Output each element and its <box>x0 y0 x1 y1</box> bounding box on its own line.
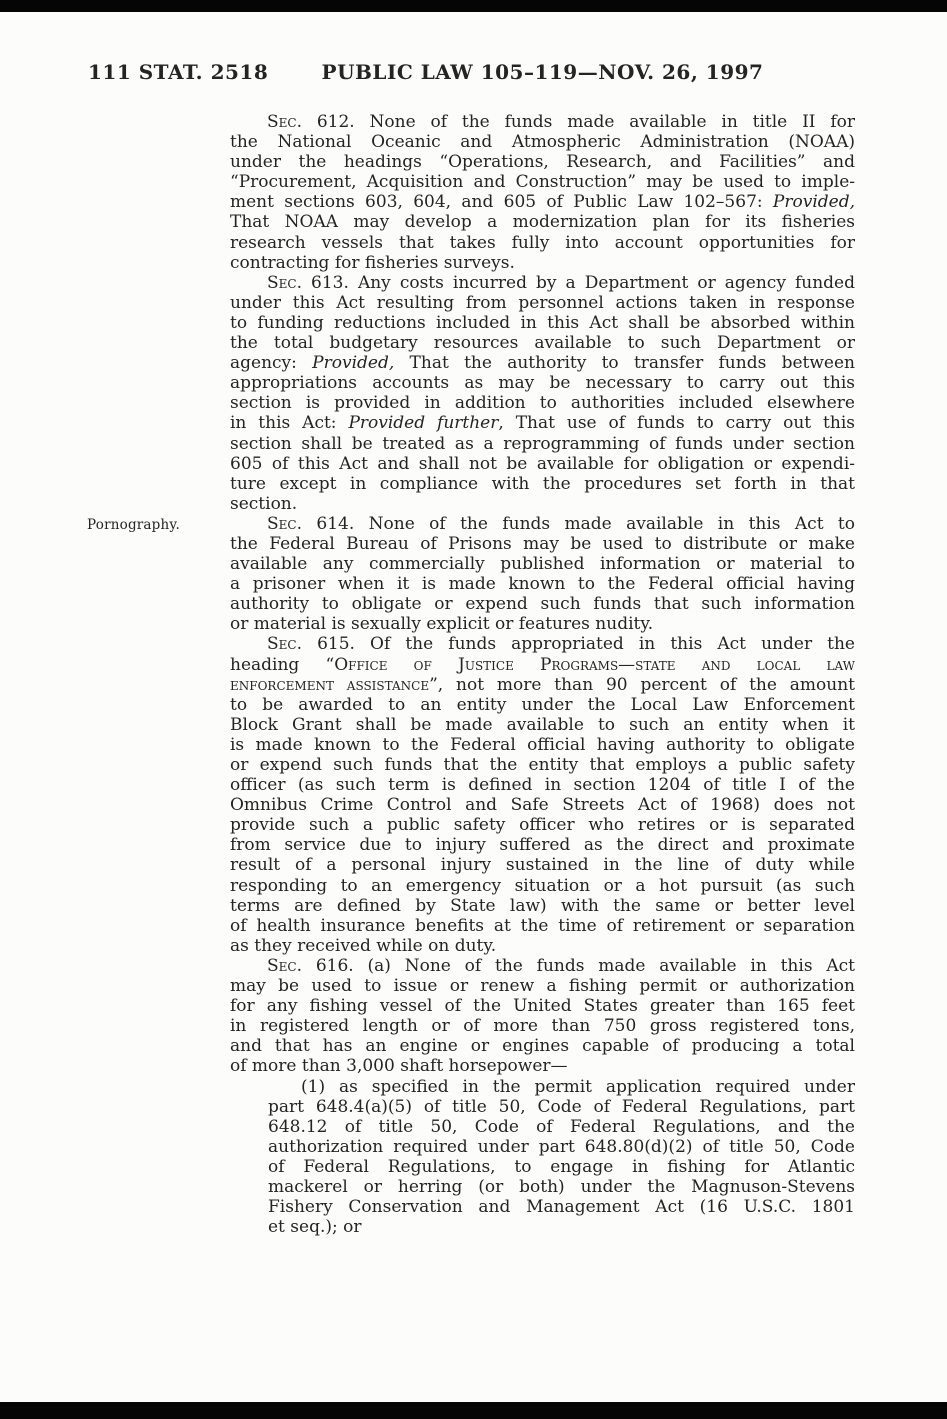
sec-613-text: under this Act resulting from personnel actions taken in response <box>230 292 855 313</box>
sec-613-text: agency: <box>230 353 313 374</box>
law-running-head: PUBLIC LAW 105–119—NOV. 26, 1997 <box>321 60 764 84</box>
sec-613-text: section is provided in addition to authorities included elsewhere <box>230 393 855 414</box>
sec-616-clause-1-line-5 <box>268 1157 855 1177</box>
sec-616-clause-1-line-3 <box>268 1117 855 1137</box>
sec-612-text-sc: Sec. <box>267 112 302 132</box>
sec-616-clause-1-line-7 <box>268 1197 855 1217</box>
sec-615-text: provide such a public safety officer who retires or is separated <box>230 815 855 836</box>
sec-615-text: heading “ <box>230 654 335 675</box>
sec-612-text: ment sections 603, 604, and 605 of Public Law 102–567: <box>230 192 773 213</box>
sec-615-line-13 <box>230 876 855 896</box>
sec-616-line-4 <box>230 1016 855 1036</box>
sec-615-text: Omnibus Crime Control and Safe Streets Act of 1968) does not <box>230 795 855 816</box>
sec-615-line-5 <box>230 715 855 735</box>
sec-616-text: 616. (a) None of the funds made available in this Act <box>302 955 855 976</box>
sec-613-line-2 <box>230 293 855 313</box>
sec-616-line-6 <box>230 1056 855 1076</box>
text-column <box>230 112 855 1237</box>
sec-615-line-16 <box>230 936 855 956</box>
sec-615-text: from service due to injury suffered as the direct and proximate <box>230 835 855 856</box>
sec-616-clause-1-text: 648.12 of title 50, Code of Federal Regulations, and the <box>268 1116 855 1137</box>
sec-612-text: under the headings “Operations, Research, and Facilities” and <box>230 152 855 173</box>
sec-612-line-2 <box>230 132 855 152</box>
sec-613-line-10 <box>230 454 855 474</box>
sec-614-text: authority to obligate or expend such funds that such information <box>230 594 855 615</box>
sec-615-line-14 <box>230 896 855 916</box>
sec-613-line-5 <box>230 353 855 373</box>
sec-614-text: available any commercially published information or material to <box>230 554 855 575</box>
sec-613-text: That the authority to transfer funds between <box>394 353 855 374</box>
sec-613-text: the total budgetary resources available to such Department or <box>230 333 855 354</box>
sec-613-text: appropriations accounts as may be necessary to carry out this <box>230 373 855 394</box>
sec-616-clause-1-line-4 <box>268 1137 855 1157</box>
sec-615-text: officer (as such term is defined in section 1204 of title I of the <box>230 775 855 796</box>
sec-613-line-11 <box>230 474 855 494</box>
sec-616-line-3 <box>230 996 855 1016</box>
sec-613-line-4 <box>230 333 855 353</box>
sec-616-text: in registered length or of more than 750 gross registered tons, <box>230 1016 855 1037</box>
sec-615-line-6 <box>230 735 855 755</box>
margin-note-pornography: Pornography. <box>87 517 180 533</box>
sec-615-line-2 <box>230 655 855 675</box>
sec-615-line-9 <box>230 795 855 815</box>
sec-612-line-7 <box>230 233 855 253</box>
sec-613-text: ture except in compliance with the procedures set forth in that <box>230 473 855 494</box>
sec-614-line-6 <box>230 614 855 634</box>
sec-612-line-4 <box>230 172 855 192</box>
sec-613-line-3 <box>230 313 855 333</box>
sec-616-clause-1-text: of Federal Regulations, to engage in fishing for Atlantic <box>268 1156 855 1177</box>
sec-616-line-2 <box>230 976 855 996</box>
sec-613-line-1 <box>230 273 855 293</box>
sec-614-line-3 <box>230 554 855 574</box>
sec-615-line-7 <box>230 755 855 775</box>
sec-612-line-1 <box>230 112 855 132</box>
sec-615-line-11 <box>230 835 855 855</box>
sec-614-line-1 <box>230 514 855 534</box>
sec-615-line-1 <box>230 634 855 654</box>
sec-616-clause-1-text: mackerel or herring (or both) under the Magnuson-Stevens <box>268 1176 855 1197</box>
sec-616-clause-1-text: Fishery Conservation and Management Act (16 U.S.C. 1801 <box>268 1197 855 1218</box>
sec-612-text: research vessels that takes fully into account opportunities for <box>230 232 855 253</box>
sec-616-line-5 <box>230 1036 855 1056</box>
sec-614-text: the Federal Bureau of Prisons may be used to distribute or make <box>230 533 855 554</box>
sec-615-line-3 <box>230 675 855 695</box>
sec-615-text: is made known to the Federal official having authority to obligate <box>230 734 855 755</box>
sec-615-text-sc: Office of Justice Programs—state and local law <box>334 654 855 675</box>
sec-616-clause-1-line-6 <box>268 1177 855 1197</box>
sec-615-line-12 <box>230 855 855 875</box>
sec-614-text-sc: Sec. <box>267 513 302 534</box>
sec-616-clause-1-line-1 <box>268 1077 855 1097</box>
sec-612-text-it: Provided, <box>772 192 855 213</box>
statute-page-number: 111 STAT. 2518 <box>88 60 269 84</box>
sec-615-text: responding to an emergency situation or a hot pursuit (as such <box>230 875 855 896</box>
sec-613-text: section. <box>230 493 298 514</box>
sec-616-clause-1-line-2 <box>268 1097 855 1117</box>
sec-615-text: of health insurance benefits at the time of retirement or separation <box>230 915 855 936</box>
sec-616-text: of more than 3,000 shaft horsepower— <box>230 1056 568 1077</box>
sec-615-text: ”, not more than 90 percent of the amount <box>429 674 855 695</box>
sec-616-line-1 <box>230 956 855 976</box>
sec-616-clause-1-text: authorization required under part 648.80(d)(2) of title 50, Code <box>268 1136 855 1157</box>
sec-615-text-sc: enforcement assistance <box>230 674 430 695</box>
sec-615-text: 615. Of the funds appropriated in this Act under the <box>302 634 855 655</box>
sec-613-line-8 <box>230 413 855 433</box>
sec-615-line-8 <box>230 775 855 795</box>
sec-614-text: or material is sexually explicit or features nudity. <box>230 614 654 635</box>
sec-615-text: or expend such funds that the entity that employs a public safety <box>230 755 855 775</box>
sec-613-text-sc: Sec. <box>267 272 302 293</box>
sec-616-clause-1-line-8 <box>268 1217 855 1237</box>
sec-612-line-8 <box>230 253 855 273</box>
sec-616-clause-1-text: (1) as specified in the permit application required under <box>301 1076 855 1097</box>
sec-612-line-3 <box>230 152 855 172</box>
sec-612-text: 612. None of the funds made available in title II for <box>302 112 855 132</box>
sec-615-line-10 <box>230 815 855 835</box>
sec-615-text: result of a personal injury sustained in the line of duty while <box>230 855 855 876</box>
sec-615-text: Block Grant shall be made available to such an entity when it <box>230 714 855 735</box>
sec-613-text: in this Act: <box>230 413 349 434</box>
sec-615-line-4 <box>230 695 855 715</box>
sec-613-text: to funding reductions included in this Act shall be absorbed within <box>230 312 855 333</box>
sec-616-text: for any fishing vessel of the United States greater than 165 feet <box>230 996 855 1017</box>
scan-edge-bottom-bar <box>0 1402 947 1419</box>
sec-612-text: contracting for fisheries surveys. <box>230 252 515 273</box>
sec-616-clause-1-text: part 648.4(a)(5) of title 50, Code of Federal Regulations, part <box>268 1096 855 1117</box>
scan-edge-top-bar <box>0 0 947 12</box>
sec-616-text: may be used to issue or renew a fishing permit or authorization <box>230 976 855 997</box>
sec-612-text: That NOAA may develop a modernization plan for its fisheries <box>230 212 855 233</box>
sec-614-text: a prisoner when it is made known to the Federal official having <box>230 574 855 595</box>
sec-613-text-it: Provided, <box>312 353 395 374</box>
sec-614-line-4 <box>230 574 855 594</box>
sec-615-text: as they received while on duty. <box>230 935 497 956</box>
sec-615-text: terms are defined by State law) with the same or better level <box>230 895 855 916</box>
sec-613-line-7 <box>230 393 855 413</box>
sec-612-line-6 <box>230 212 855 232</box>
sec-613-line-6 <box>230 373 855 393</box>
sec-614-line-5 <box>230 594 855 614</box>
sec-615-text: to be awarded to an entity under the Local Law Enforcement <box>230 694 855 715</box>
sec-612-text: “Procurement, Acquisition and Construction” may be used to imple- <box>230 172 855 193</box>
sec-613-text: section shall be treated as a reprogramming of funds under section <box>230 433 855 454</box>
sec-613-text: 613. Any costs incurred by a Department or agency funded <box>302 272 855 293</box>
sec-616-clause-1-text: et seq.); or <box>268 1217 362 1238</box>
sec-616-text: and that has an engine or engines capable of producing a total <box>230 1036 855 1057</box>
sec-613-line-12 <box>230 494 855 514</box>
sec-613-text-it: Provided further <box>348 413 499 434</box>
sec-616-text-sc: Sec. <box>267 955 302 976</box>
sec-614-text: 614. None of the funds made available in this Act to <box>302 513 855 534</box>
sec-615-line-15 <box>230 916 855 936</box>
sec-615-text-sc: Sec. <box>267 634 302 655</box>
sec-614-line-2 <box>230 534 855 554</box>
sec-612-line-5 <box>230 192 855 212</box>
sec-613-text: , That use of funds to carry out this <box>498 413 855 434</box>
sec-612-text: the National Oceanic and Atmospheric Administration (NOAA) <box>230 132 855 153</box>
sec-613-text: 605 of this Act and shall not be available for obligation or expendi- <box>230 453 855 474</box>
sec-613-line-9 <box>230 434 855 454</box>
